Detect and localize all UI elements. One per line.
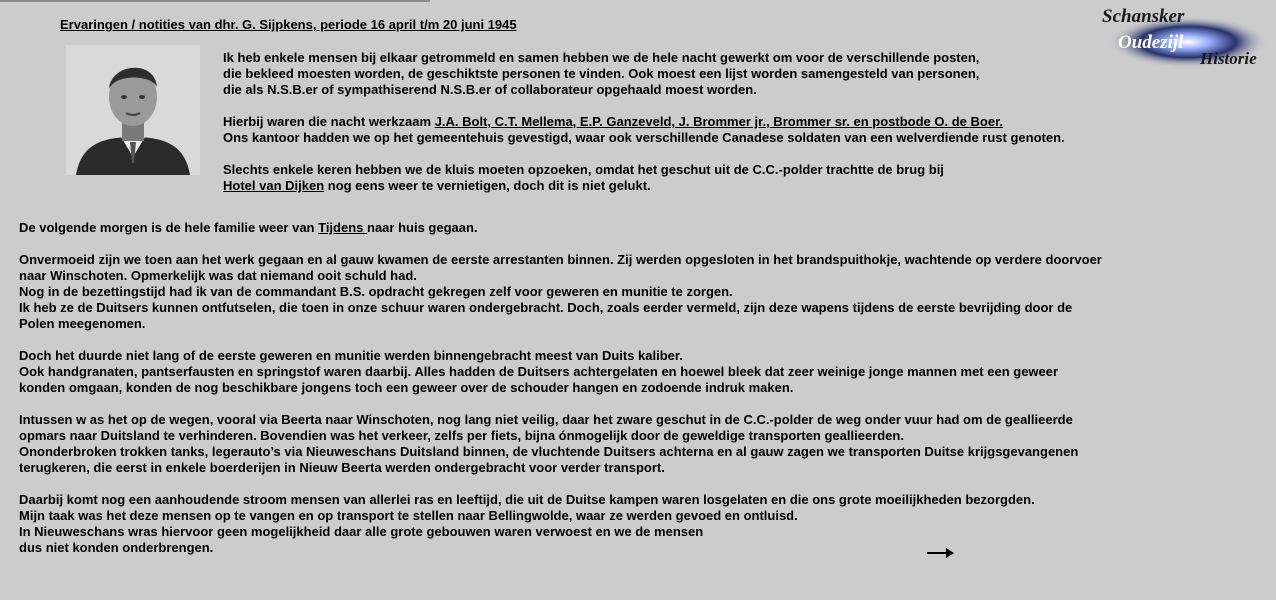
intro-line: die als N.S.B.er of sympathiserend N.S.B.er of collaborateur opgehaald moest worden. (223, 82, 757, 97)
body-line: Polen meegenomen. (19, 316, 146, 331)
body-line: Intussen w as het op de wegen, vooral via Beerta naar Winschoten, nog lang niet veilig, daar het zware geschut in de C.C.-polder de weg onder vuur had om de geallieerde (19, 412, 1073, 427)
body-section (19, 220, 1269, 556)
body-line: Ook handgranaten, pantserfausten en springstof waren daarbij. Alles hadden de Duitsers achtergelaten en hoewel bleek dat zeer weinige jonge mannen met een geweer (19, 364, 1059, 379)
body-line: opmars naar Duitsland te verhinderen. Bovendien was het verkeer, zelfs per fiets, bijna ónmogelijk door de geweldige transporten geallieerden. (19, 428, 904, 443)
logo-line1: Schansker (1102, 6, 1185, 27)
body-line: Onvermoeid zijn we toen aan het werk gegaan en al gauw kwamen de eerste arrestanten binnen. Zij werden opgesloten in het brandspuithokje, wachtende op verdere doorvoer (19, 252, 1102, 267)
intro-line: die bekleed moesten worden, de geschiktste personen te vinden. Ook moest een lijst worden samengesteld van personen, (223, 66, 980, 81)
intro-line (223, 114, 1065, 130)
body-text: De volgende morgen is de hele familie weer van (19, 220, 319, 235)
arrow-right-icon[interactable] (926, 546, 956, 560)
body-line: In Nieuweschans wras hiervoor geen mogelijkheid daar alle grote gebouwen waren verwoest en we de mensen (19, 524, 704, 539)
body-line (19, 220, 1269, 236)
page-title: Ervaringen / notities van dhr. G. Sijpkens, periode 16 april t/m 20 juni 1945 (60, 17, 517, 32)
body-line: dus niet konden onderbrengen. (19, 540, 214, 555)
body-line: Daarbij komt nog een aanhoudende stroom mensen van allerlei ras en leeftijd, die uit de Duitse kampen waren losgelaten en die ons grote moeilijkheden bezorgden. (19, 492, 1035, 507)
body-line: Mijn taak was het deze mensen op te vangen en op transport te stellen naar Bellingwolde, waar ze werden gevoed en ontluisd. (19, 508, 798, 523)
hotel-van-dijken-link[interactable]: Hotel van Dijken (223, 178, 325, 193)
body-line: Doch het duurde niet lang of de eerste geweren en munitie werden binnengebracht meest van Duits kaliber. (19, 348, 683, 363)
schansker-oudezijl-historie-logo[interactable] (1100, 2, 1270, 70)
logo-line3: Historie (1200, 49, 1257, 68)
top-divider (0, 0, 430, 2)
workers-names-link[interactable]: J.A. Bolt, C.T. Mellema, E.P. Ganzeveld, J. Brommer jr., Brommer sr. en postbode O. de Boer. (434, 114, 1004, 129)
intro-line: Slechts enkele keren hebben we de kluis moeten opzoeken, omdat het geschut uit de C.C.-polder trachtte de brug bij (223, 162, 944, 177)
body-line: konden omgaan, konden de nog beschikbare jongens toch een geweer over de schouder hangen en zodoende indruk maken. (19, 380, 794, 395)
body-line: Nog in de bezettingstijd had ik van de commandant B.S. opdracht gekregen zelf voor geweren en munitie te zorgen. (19, 284, 733, 299)
body-line: terugkeren, die eerst in enkele boerderijen in Nieuw Beerta werden ondergebracht voor verder transport. (19, 460, 665, 475)
body-line: Ononderbroken trokken tanks, legerauto’s via Nieuweschans Duitsland binnen, de vluchtende Duitsers achterna en al gauw zagen we transporten Duitse krijgsgevangenen (19, 444, 1079, 459)
body-text: naar huis gegaan. (367, 220, 478, 235)
tijdens-link[interactable]: Tijdens (318, 220, 367, 235)
logo-line2: Oudezijl (1118, 32, 1184, 53)
intro-text: nog eens weer te vernietigen, doch dit is niet gelukt. (324, 178, 651, 193)
intro-line: Ik heb enkele mensen bij elkaar getrommeld en samen hebben we de hele nacht gewerkt om voor de verschillende posten, (223, 50, 980, 65)
intro-line (223, 178, 1065, 194)
body-line: naar Winschoten. Opmerkelijk was dat niemand ooit schuld had. (19, 268, 417, 283)
body-line: Ik heb ze de Duitsers kunnen ontfutselen, die toen in onze schuur waren ondergebracht. Doch, zoals eerder vermeld, zijn deze wapens tijdens de eerste bevrijding door de (19, 300, 1073, 315)
intro-text: Hierbij waren die nacht werkzaam (223, 114, 435, 129)
intro-line: Ons kantoor hadden we op het gemeentehuis gevestigd, waar ook verschillende Canadese soldaten van een welverdiende rust genoten. (223, 130, 1065, 145)
portrait-photo (66, 45, 200, 175)
intro-section (223, 50, 1065, 194)
